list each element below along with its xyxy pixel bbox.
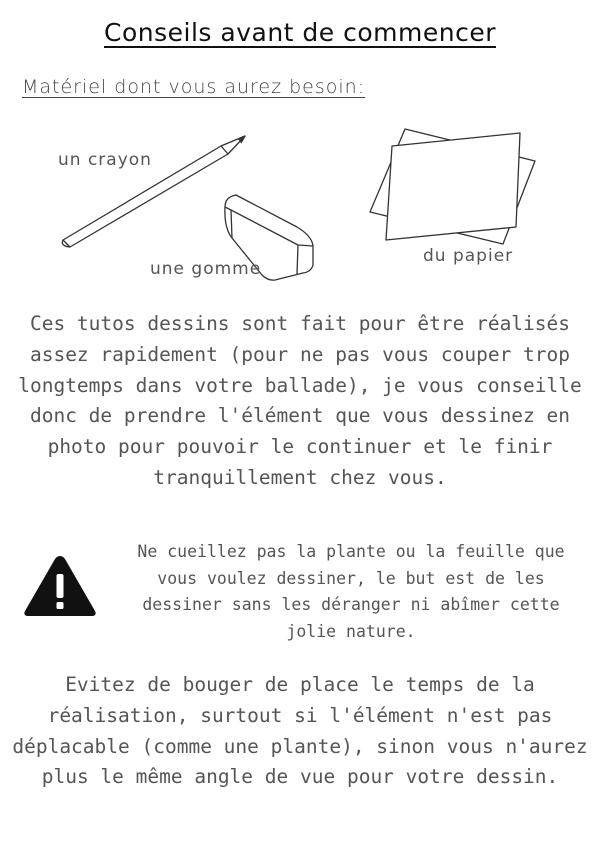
materials-heading (22, 76, 365, 98)
paper-sheets-icon (370, 129, 535, 244)
page-title-text: Conseils avant de commencer (104, 18, 496, 47)
paper-label: du papier (423, 246, 514, 266)
page-title (0, 18, 600, 47)
warning-triangle-icon (22, 552, 98, 620)
warning-paragraph: Ne cueillez pas la plante ou la feuille que vous voulez dessiner, le but est de les dessiner sans les déranger ni abîmer cette jolie nature. (137, 542, 565, 641)
closing-paragraph: Evitez de bouger de place le temps de la réalisation, surtout si l'élément n'est pas déplacable (comme une plante), sinon vous n'aurez plus le même angle de vue pour votre dessin. (12, 673, 588, 789)
intro-paragraph: Ces tutos dessins sont fait pour être réalisés assez rapidement (pour ne pas vous couper trop longtemps dans votre ballade), je vous conseille donc de prendre l'élément que vous dessinez en photo pour pouvoir le continuer et le finir tranquillement chez vous. (18, 312, 582, 489)
materials-heading-text: Matériel dont vous aurez besoin: (22, 76, 366, 98)
pencil-label: un crayon (58, 150, 152, 170)
eraser-label: une gomme (150, 259, 262, 279)
